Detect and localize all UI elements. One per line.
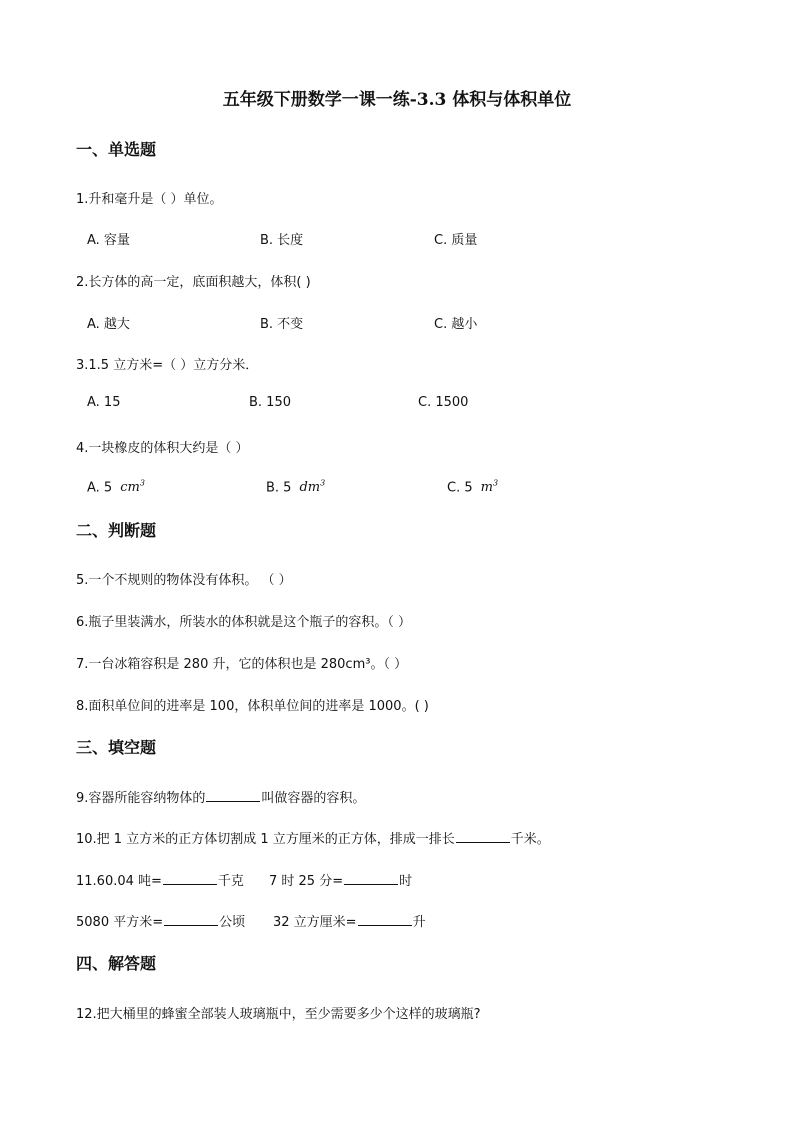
section-heading-fill-in: 三、填空题 [76,738,157,757]
q4-option-b-unit-base: dm [299,480,321,496]
question-8: 8.面积单位间的进率是 100，体积单位间的进率是 1000。( ) [76,699,429,714]
question-7: 7.一台冰箱容积是 280 升，它的体积也是 280cm³。（ ） [76,657,408,672]
q11-d-text-after: 升 [412,915,426,930]
q11-a-text-after: 千克 [217,874,244,889]
q11-d-text-before: 32 立方厘米= [273,915,357,930]
question-11-part-1 [76,870,244,889]
q2-option-a: A. 越大 [87,317,130,332]
q10-text-after: 千米。 [510,832,550,847]
q9-text-after: 叫做容器的容积。 [261,791,366,806]
q4-option-c-unit-base: m [480,480,493,496]
q4-option-c [447,479,498,495]
q11-c-answer-blank[interactable] [164,913,218,926]
q4-option-c-unit [481,480,498,495]
question-4: 4.一块橡皮的体积大约是（ ） [76,441,249,456]
q9-text-before: 9.容器所能容纳物体的 [76,791,206,806]
q3-option-a: A. 15 [87,395,121,410]
section-heading-single-choice: 一、单选题 [76,140,157,159]
section-heading-problem-solving: 四、解答题 [76,954,157,973]
q4-option-a-unit [120,480,145,495]
q4-option-b [266,479,325,495]
q11-b-answer-blank[interactable] [344,872,398,885]
question-9 [76,787,365,806]
q4-option-a-label: A. 5 [87,480,113,496]
q11-a-answer-blank[interactable] [163,872,217,885]
question-3: 3.1.5 立方米=（ ）立方分米． [76,358,259,373]
q11-b-text-before: 7 时 25 分= [269,874,344,889]
q11-a-text-before: 11.60.04 吨= [76,874,162,889]
q4-option-a [87,479,145,495]
page-title: 五年级下册数学一课一练-3.3 体积与体积单位 [222,90,572,110]
q11-d-answer-blank[interactable] [358,913,412,926]
question-12: 12.把大桶里的蜂蜜全部装人玻璃瓶中，至少需要多少个这样的玻璃瓶? [76,1007,481,1022]
question-11-part-4 [273,911,426,930]
q3-option-c: C. 1500 [418,395,469,410]
q10-answer-blank[interactable] [456,830,510,843]
q2-option-c: C. 越小 [434,317,478,332]
q11-b-text-after: 时 [399,874,413,889]
question-5: 5.一个不规则的物体没有体积。 （ ） [76,573,292,588]
q1-option-b: B. 长度 [260,233,304,248]
question-1: 1.升和毫升是（ ）单位。 [76,192,223,207]
q11-c-text-after: 公顷 [219,915,246,930]
question-10 [76,828,550,847]
question-6: 6.瓶子里装满水，所装水的体积就是这个瓶子的容积。（ ） [76,615,412,630]
q4-option-c-unit-exponent: 3 [492,479,499,488]
q4-option-c-label: C. 5 [447,480,473,496]
q4-option-a-unit-exponent: 3 [139,479,145,488]
q4-option-b-unit-exponent: 3 [320,479,326,488]
q10-text-before: 10.把 1 立方米的正方体切割成 1 立方厘米的正方体，排成一排长 [76,832,455,847]
q4-option-b-unit [299,480,325,495]
q4-option-a-unit-base: cm [120,480,140,496]
q3-option-b: B. 150 [249,395,291,410]
q1-option-a: A. 容量 [87,233,130,248]
q9-answer-blank[interactable] [206,789,260,802]
q11-c-text-before: 5080 平方米= [76,915,164,930]
question-11-part-3 [76,911,245,930]
question-11-part-2 [269,870,412,889]
section-heading-true-false: 二、判断题 [76,521,157,540]
q4-option-b-label: B. 5 [266,480,292,496]
q1-option-c: C. 质量 [434,233,478,248]
question-2: 2.长方体的高一定，底面积越大，体积( ) [76,275,311,290]
q2-option-b: B. 不变 [260,317,304,332]
